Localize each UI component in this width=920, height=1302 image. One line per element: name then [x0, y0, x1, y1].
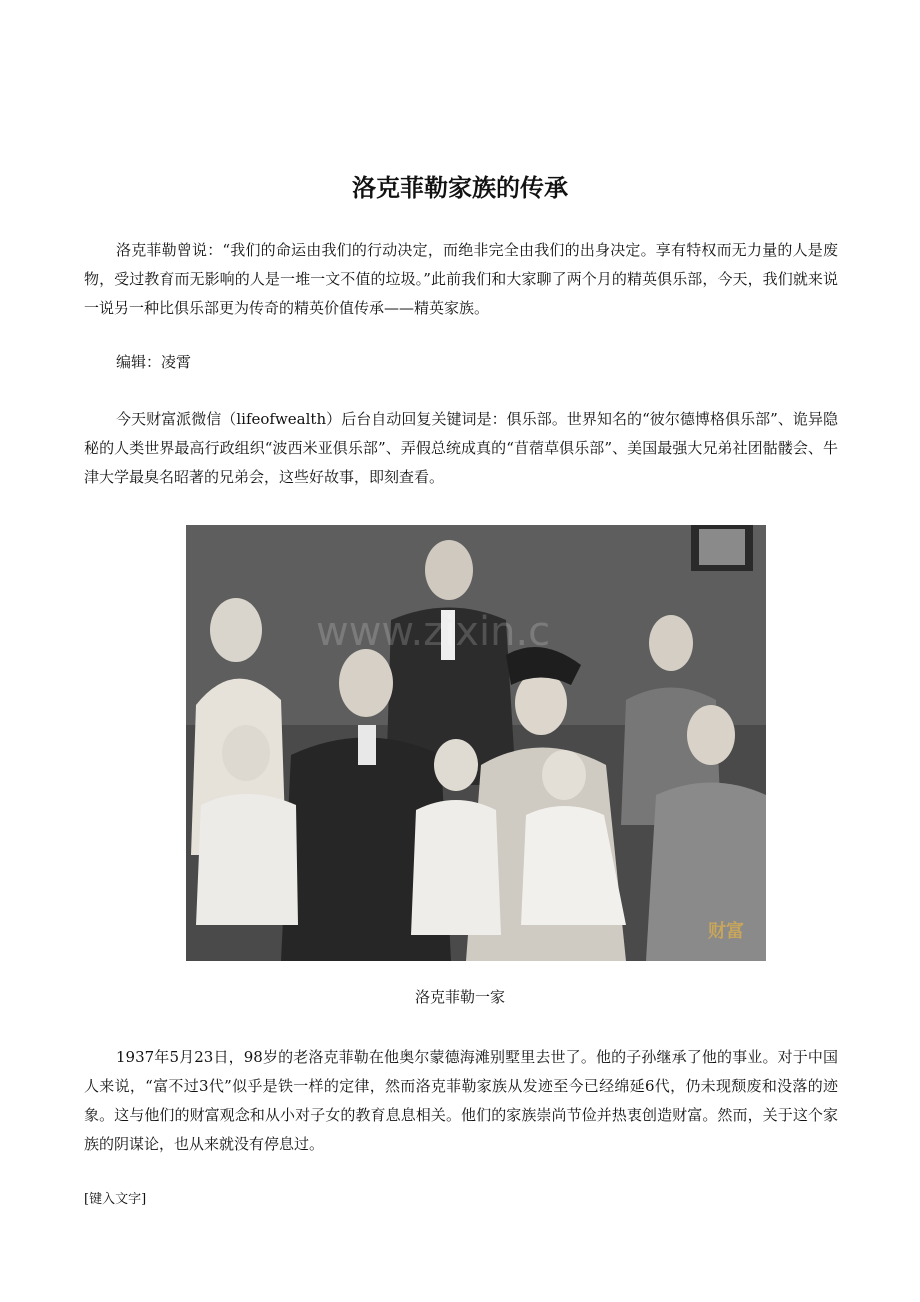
editor-line: 编辑：凌霄 — [116, 353, 192, 371]
family-photo — [186, 525, 766, 961]
club-paragraph: 今天财富派微信（lifeofwealth）后台自动回复关键词是：俱乐部。世界知名的“彼尔德博格俱乐部”、诡异隐秘的人类世界最高行政组织“波西米亚俱乐部”、弄假总统成真的“苜蓿草俱乐部”、美国最强大兄弟社团骷髅会、牛津大学最臭名昭著的兄弟会，这些好故事，即刻查看。 — [84, 410, 838, 486]
photo-caption: 洛克菲勒一家 — [414, 988, 505, 1006]
document-title: 洛克菲勒家族的传承 — [352, 174, 568, 202]
placeholder-note: [键入文字] — [84, 1192, 147, 1207]
photo-watermark: www.zixin.c — [316, 609, 551, 655]
intro-paragraph: 洛克菲勒曾说：“我们的命运由我们的行动决定，而绝非完全由我们的出身决定。享有特权而无力量的人是废物，受过教育而无影响的人是一堆一文不值的垃圾。”此前我们和大家聊了两个月的精英俱乐部，今天，我们就来说一说另一种比俱乐部更为传奇的精英价值传承——精英家族。 — [84, 241, 838, 317]
history-paragraph: 1937年5月23日，98岁的老洛克菲勒在他奥尔蒙德海滩别墅里去世了。他的子孙继承了他的事业。对于中国人来说，“富不过3代”似乎是铁一样的定律，然而洛克菲勒家族从发迹至今已经绵延6代，仍未现颓废和没落的迹象。这与他们的财富观念和从小对子女的教育息息相关。他们的家族崇尚节俭并热衷创造财富。然而，关于这个家族的阴谋论，也从来就没有停息过。 — [84, 1048, 838, 1153]
photo-corner-logo: 财富 — [708, 921, 744, 942]
